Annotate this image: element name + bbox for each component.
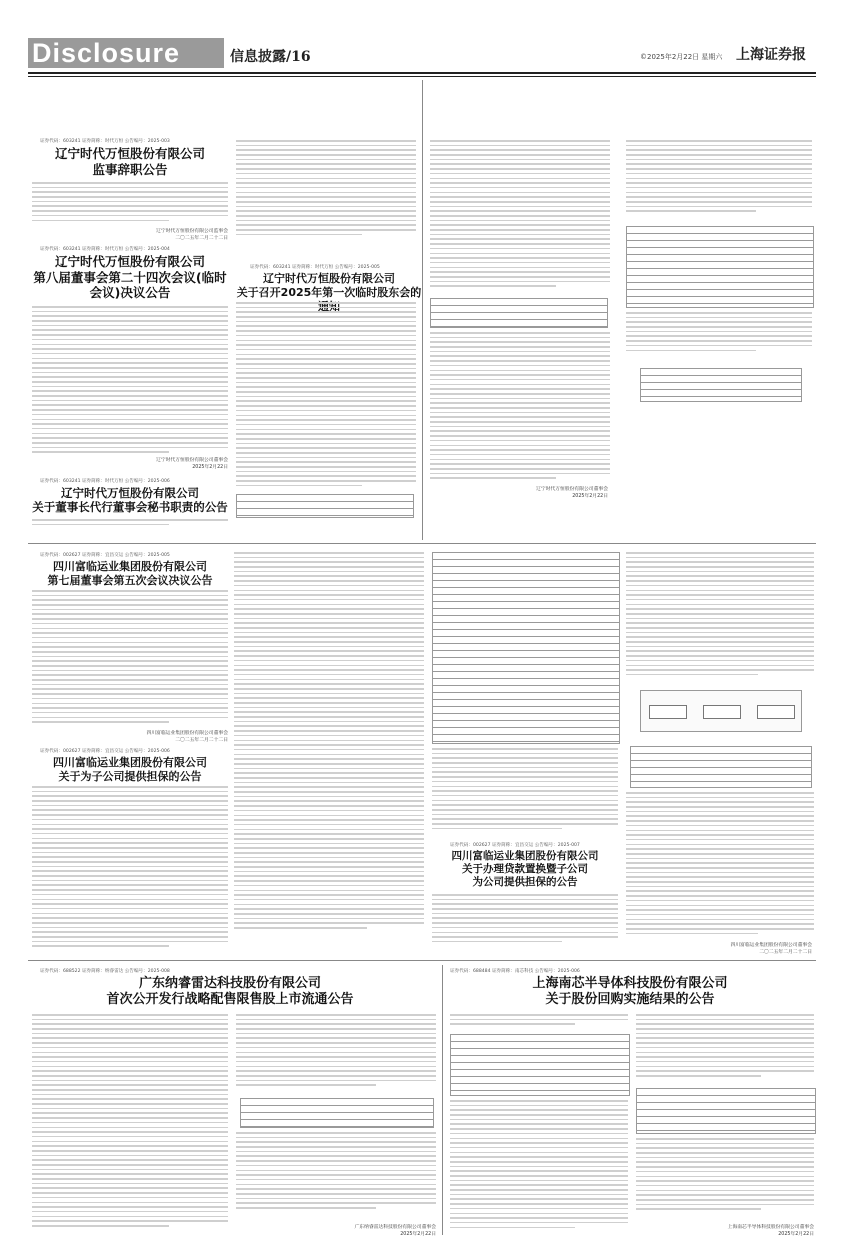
article-body-continued xyxy=(450,1100,628,1234)
issue-date: ©2025年2月22日 星期六 xyxy=(640,53,723,61)
page-header xyxy=(0,0,843,70)
data-table xyxy=(640,368,802,402)
section-title: 信息披露/16 xyxy=(230,49,311,65)
data-table xyxy=(626,226,814,308)
data-table xyxy=(240,1098,434,1128)
article-body xyxy=(450,1014,628,1030)
diagram-node xyxy=(703,705,741,719)
article-body-continued xyxy=(430,332,610,482)
article-signature: 辽宁时代万恒股份有限公司监事会 二〇二五年二月二十二日 xyxy=(156,229,228,242)
article-body xyxy=(32,1014,228,1236)
newspaper-name: 上海证券报 xyxy=(736,47,806,63)
article-title: 四川富临运业集团股份有限公司 关于为子公司提供担保的公告 xyxy=(53,756,207,783)
article-body-continued xyxy=(430,140,610,290)
article-title: 广东纳睿雷达科技股份有限公司 首次公开发行战略配售限售股上市流通公告 xyxy=(106,976,354,1008)
article-signature: 上海南芯半导体科技股份有限公司董事会 2025年2月22日 xyxy=(727,1225,814,1238)
column-divider xyxy=(442,965,443,1235)
ownership-diagram xyxy=(640,690,802,732)
data-table xyxy=(450,1034,630,1096)
article-meta: 证券代码：002627 证券简称：宜昌交运 公告编号：2025-007 xyxy=(450,843,580,848)
article-body-continued xyxy=(626,552,814,682)
article-body-continued xyxy=(626,792,814,942)
article-body xyxy=(32,306,228,456)
article-body-continued xyxy=(236,1132,436,1222)
diagram-node xyxy=(757,705,795,719)
article-body-continued xyxy=(636,1014,814,1084)
data-table xyxy=(630,746,812,788)
article-meta: 证券代码：603241 证券简称：时代万恒 公告编号：2025-004 xyxy=(40,247,170,252)
article-body-continued xyxy=(234,552,424,952)
data-table xyxy=(236,494,414,518)
article-meta: 证券代码：603241 证券简称：时代万恒 公告编号：2025-005 xyxy=(250,265,380,270)
article-body xyxy=(32,519,228,533)
article-title: 辽宁时代万恒股份有限公司 关于董事长代行董事会秘书职责的公告 xyxy=(32,486,228,515)
article-signature: 辽宁时代万恒股份有限公司董事会 2025年2月22日 xyxy=(156,458,228,471)
article-body xyxy=(32,786,228,954)
article-body-continued xyxy=(236,1014,436,1094)
article-meta: 证券代码：688522 证券简称：纳睿雷达 公告编号：2025-008 xyxy=(40,969,170,974)
article-body xyxy=(32,590,228,728)
section-divider xyxy=(28,543,816,544)
article-body xyxy=(236,302,416,492)
article-title: 四川富临运业集团股份有限公司 第七届董事会第五次会议决议公告 xyxy=(47,560,213,587)
article-meta: 证券代码：002627 证券简称：宜昌交运 公告编号：2025-005 xyxy=(40,553,170,558)
article-body-continued xyxy=(626,140,812,220)
article-body-continued xyxy=(636,1138,814,1220)
article-body-continued xyxy=(236,140,416,240)
article-body-continued xyxy=(432,748,618,838)
article-title: 辽宁时代万恒股份有限公司 第八届董事会第二十四次会议(临时 会议)决议公告 xyxy=(33,254,227,301)
article-meta: 证券代码：603241 证券简称：时代万恒 公告编号：2025-003 xyxy=(40,139,170,144)
article-signature: 四川富临运业集团股份有限公司董事会 二〇二五年二月二十二日 xyxy=(730,943,812,956)
article-title: 辽宁时代万恒股份有限公司 监事辞职公告 xyxy=(54,146,205,177)
data-table xyxy=(430,298,608,328)
article-meta: 证券代码：688484 证券简称：南芯科技 公告编号：2025-006 xyxy=(450,969,580,974)
article-title: 四川富临运业集团股份有限公司 关于办理贷款置换暨子公司 为公司提供担保的公告 xyxy=(451,850,599,889)
article-meta: 证券代码：002627 证券简称：宜昌交运 公告编号：2025-006 xyxy=(40,749,170,754)
article-signature: 广东纳睿雷达科技股份有限公司董事会 2025年2月22日 xyxy=(354,1225,436,1238)
section-divider xyxy=(28,960,816,961)
article-body xyxy=(32,182,228,227)
article-title: 上海南芯半导体科技股份有限公司 关于股份回购实施结果的公告 xyxy=(532,976,728,1008)
article-signature: 辽宁时代万恒股份有限公司董事会 2025年2月22日 xyxy=(536,487,608,500)
article-title: 辽宁时代万恒股份有限公司 关于召开2025年第一次临时股东会的 xyxy=(236,272,422,299)
header-rule xyxy=(28,72,816,74)
masthead-logo: Disclosure xyxy=(28,38,224,68)
data-table xyxy=(432,552,620,744)
article-signature: 四川富临运业集团股份有限公司董事会 二〇二五年二月二十二日 xyxy=(146,731,228,744)
data-table xyxy=(636,1088,816,1134)
column-divider xyxy=(422,80,423,540)
article-meta: 证券代码：603241 证券简称：时代万恒 公告编号：2025-006 xyxy=(40,479,170,484)
diagram-node xyxy=(649,705,687,719)
article-body xyxy=(432,894,618,952)
header-rule-thin xyxy=(28,76,816,77)
article-body-continued xyxy=(626,312,812,362)
